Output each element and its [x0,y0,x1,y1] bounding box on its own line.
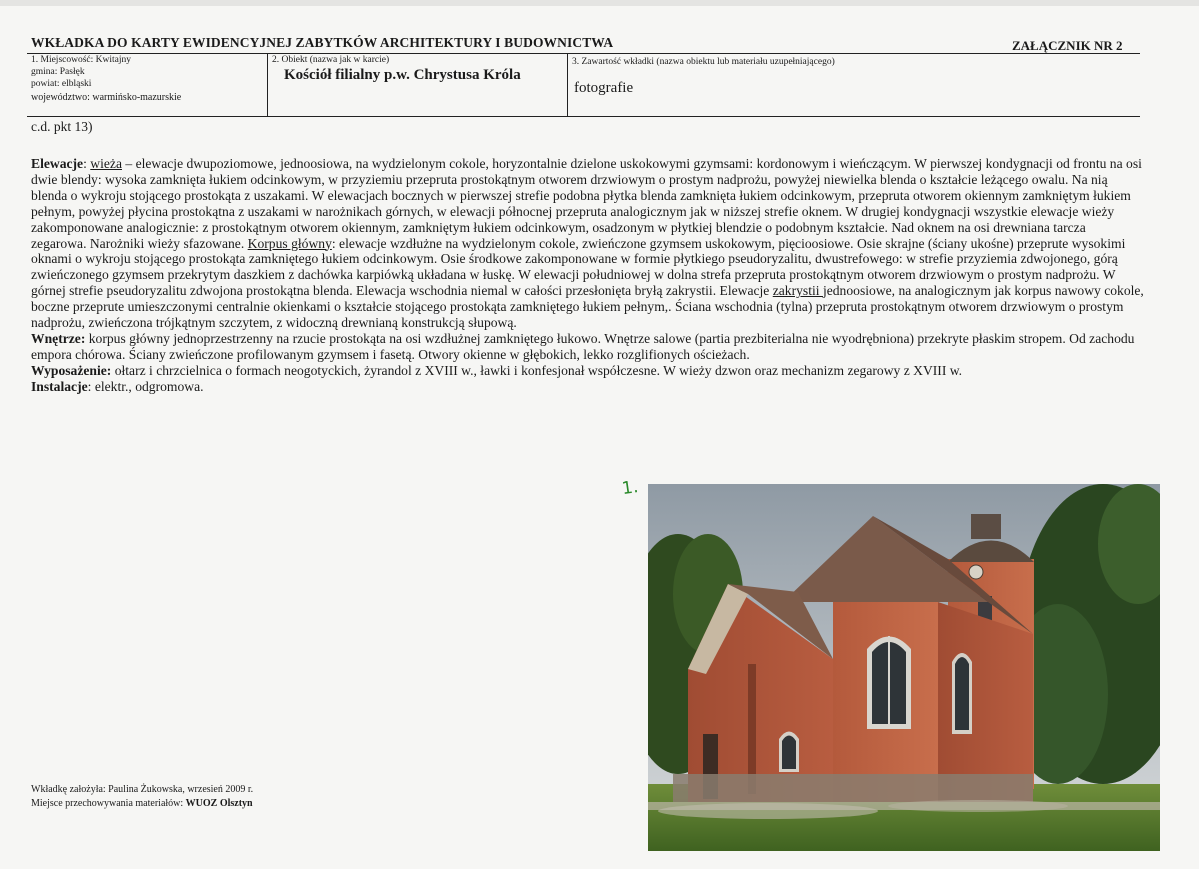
wojewodztwo: województwo: warmińsko-mazurskie [31,92,182,103]
powiat: powiat: elbląski [31,79,92,89]
contents-value: fotografie [574,80,634,96]
gmina: gmina: Pasłęk [31,67,85,77]
header-title: WKŁADKA DO KARTY EWIDENCYJNEJ ZABYTKÓW ARCHITEKTURY I BUDOWNICTWA [31,35,614,50]
header-rule [27,53,1140,54]
wnetrze-text: korpus główny jednoprzestrzenny na rzucie prostokąta na osi wzdłużnej zamkniętego łukowo. Wnętrze salowe (partia prezbiterialna nie wyodrębniona) przekryte płaskim stropem. Od zachodu empora chórowa. Ściany zwieńczone profilowanym gzymsem i fasetą. Otwory okienne w głębokich, lekko rozglifionych ościeżach. [31,330,1135,362]
annex-number: ZAŁĄCZNIK NR 2 [1012,38,1123,53]
elewacje-colon: : [83,156,91,171]
wyposazenie-label: Wyposażenie: [31,362,112,378]
paragraph-elewacje [31,156,1144,331]
instalacje-label: Instalacje [31,378,88,394]
column-divider-2 [567,53,568,116]
church-photo [648,484,1160,851]
footer-storage-label: Miejsce przechowywania materiałów: [31,798,186,809]
footer-author: Wkładkę założyła: Paulina Żukowska, wrzesień 2009 r. [31,784,254,795]
location-cell [31,54,181,104]
elewacje2-text: Elewacje [716,283,773,299]
wieza-word: wieża [90,156,122,171]
instalacje-text: : elektr., odgromowa. [87,378,204,394]
table-bottom-rule [27,116,1140,117]
church-photo-illustration [648,484,1160,851]
zakrystii-text: jednoosiowe, na analogicznym jak korpus nawowy cokole, boczne przeprute umieszczonymi centralnie okienkami o kształcie stojącego prostokąta zamkniętego łukiem pełnym,. Ściana wschodnia (tylna) przepruta prostokątnym otworem drzwiowym o prostym nadprożu, zwieńczona trójkątnym szczytem, z widoczną drewnianą konstrukcją słupową. [31,283,1144,331]
korpus-text: : elewacje wzdłużne na wydzielonym cokole, zwieńczone gzymsem uskokowym, pięcioosiowe. Osie skrajne (ściany ukośne) przeprute wysokimi oknami o wykroju stojącego prostokąta zamkniętego łukiem odcinkowym. Osie środkowe zakomponowane w formie płytkiego pseudoryzalitu, dwustrefowego: w strefie przyziemia zdwojonego, górą zwieńczonego gzymsem przekrytym daszkiem z dachówka karpiówką układana w łuskę. W elewacji południowej w dolna strefa przepruta prostokątnym otworem drzwiowym o prostym nadprożu. W górnej strefie pseudoryzalitu zdwojona prostokątna blenda. Elewacja wschodnia niemal w całości przesłonięta bryłą zakrystii. [31,235,1126,299]
continuation-note: c.d. pkt 13) [31,119,93,134]
photo-number-mark: 1. [620,476,640,500]
scan-top-edge [0,0,1199,6]
object-label: 2. Obiekt (nazwa jak w karcie) [272,55,390,65]
description-text [31,156,1144,395]
paragraph-instalacje [31,379,1144,395]
footer-storage-value: WUOZ Olsztyn [185,798,253,809]
korpus-word: Korpus główny [247,235,332,251]
wieza-text: – elewacje dwupoziomowe, jednoosiowa, na wydzielonym cokole, horyzontalnie dzielone uskokowymi gzymsami: kordonowym i wieńczącym. W pierwszej kondygnacji od frontu na osi dwie blendy: wysoka zamknięta łukiem odcinkowym, w przyziemiu przepruta prostokątnym otworem drzwiowym o prostym nadprożu, powyżej niewielka blenda o kształcie leżącego owalu. Na nią blenda o wykroju stojącego prostokąta z uszakami. W elewacjach bocznych w pierwszej strefie podobna płytka blenda zamknięta łukiem odcinkowym, przepruta otworem okiennym zamkniętym łukiem pełnym, powyżej płycina prostokątna z uszakami w narożnikach górnych, w elewacji północnej przepruta analogicznym jak w niższej strefie oknem. W drugiej kondygnacji wszystkie elewacje wieży zakomponowane analogicznie: z prostokątnym otworem okiennym, zamkniętym łukiem odcinkowym, osadzonym w płytkiej blendzie o podobnym kształcie. Nad oknem na osi drewniana tarcza zegarowa. Narożniki wieży sfazowane. [31,156,1142,251]
zakrystii-word: zakrystii [772,283,823,299]
paragraph-wyposazenie [31,363,1144,379]
paragraph-wnetrze [31,331,1144,363]
column-divider-1 [267,53,268,116]
wyposazenie-text: ołtarz i chrzcielnica o formach neogotyckich, żyrandol z XVIII w., ławki i konfesjonał współczesne. W wieży dzwon oraz mechanizm zegarowy z XVIII w. [111,362,963,378]
contents-label: 3. Zawartość wkładki (nazwa obiektu lub materiału uzupełniającego) [572,57,835,67]
footer [31,783,253,811]
location-label: 1. Miejscowość: Kwitajny [31,55,132,65]
object-name: Kościół filialny p.w. Chrystusa Króla [284,67,521,83]
elewacje-label: Elewacje [31,156,84,171]
wnetrze-label: Wnętrze: [31,330,86,346]
footer-storage [31,797,253,811]
